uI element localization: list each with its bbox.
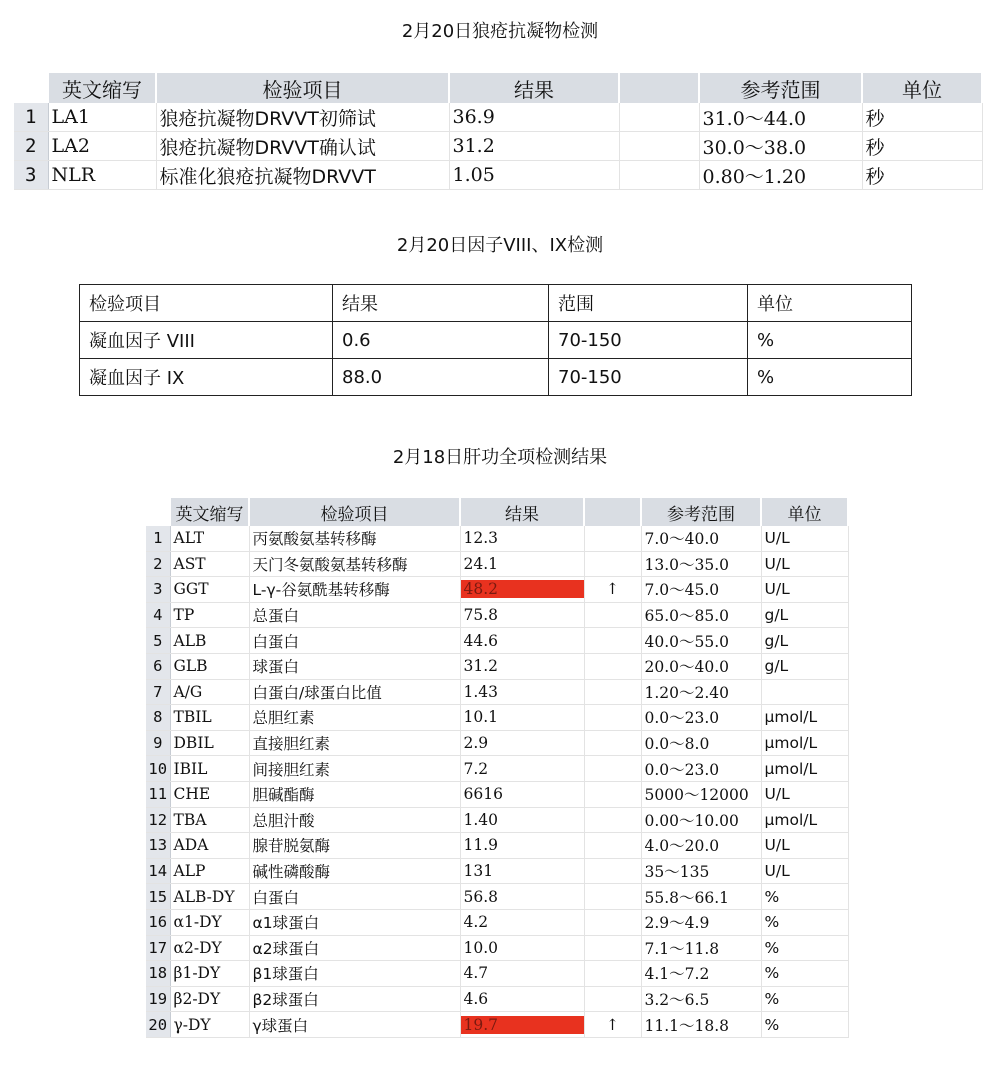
cell-flag (584, 858, 641, 884)
cell-abbr: GLB (170, 653, 249, 679)
row-number: 15 (146, 884, 170, 910)
cell-unit: U/L (761, 781, 848, 807)
cell-range: 30.0～38.0 (699, 132, 862, 161)
col-header-range: 范围 (549, 285, 748, 322)
table-row[interactable] (146, 730, 848, 756)
table-header-row (146, 498, 848, 526)
cell-result: 56.8 (460, 884, 584, 910)
row-number: 7 (146, 679, 170, 705)
row-number: 9 (146, 730, 170, 756)
cell-flag (584, 730, 641, 756)
cell-abbr: α2-DY (170, 935, 249, 961)
cell-flag (584, 986, 641, 1012)
cell-range: 35～135 (641, 858, 761, 884)
cell-unit: g/L (761, 602, 848, 628)
cell-range: 20.0～40.0 (641, 653, 761, 679)
cell-item: 标准化狼疮抗凝物DRVVT (156, 161, 449, 190)
cell-unit: U/L (761, 526, 848, 551)
cell-range: 0.0～23.0 (641, 705, 761, 731)
abnormal-result-value: 19.7 (461, 1016, 584, 1034)
row-number: 11 (146, 781, 170, 807)
row-number: 1 (146, 526, 170, 551)
col-header-unit[interactable]: 单位 (862, 73, 982, 103)
col-header-range[interactable]: 参考范围 (699, 73, 862, 103)
cell-range: 7.0～40.0 (641, 526, 761, 551)
cell-item: α1球蛋白 (249, 909, 460, 935)
cell-item: 总蛋白 (249, 602, 460, 628)
table-row[interactable] (146, 1012, 848, 1038)
row-number-header (146, 498, 170, 526)
row-number: 3 (146, 577, 170, 603)
cell-abbr: A/G (170, 679, 249, 705)
cell-unit: U/L (761, 858, 848, 884)
row-number: 16 (146, 909, 170, 935)
row-number: 2 (14, 132, 48, 161)
table-row[interactable] (146, 961, 848, 987)
cell-result: 10.0 (460, 935, 584, 961)
table-row[interactable] (14, 161, 982, 190)
table-row[interactable] (146, 602, 848, 628)
cell-item: 狼疮抗凝物DRVVT初筛试 (156, 103, 449, 132)
cell-item: γ球蛋白 (249, 1012, 460, 1038)
cell-item: 直接胆红素 (249, 730, 460, 756)
cell-flag (584, 909, 641, 935)
table-row[interactable] (146, 909, 848, 935)
cell-unit: % (761, 961, 848, 987)
abnormal-result-value: 48.2 (461, 580, 584, 598)
cell-result: 131 (460, 858, 584, 884)
row-number: 17 (146, 935, 170, 961)
cell-unit: μmol/L (761, 807, 848, 833)
cell-abbr: DBIL (170, 730, 249, 756)
cell-flag (584, 551, 641, 577)
row-number: 18 (146, 961, 170, 987)
cell-abbr: α1-DY (170, 909, 249, 935)
cell-item: 总胆汁酸 (249, 807, 460, 833)
cell-abbr: ALT (170, 526, 249, 551)
cell-abbr: LA2 (48, 132, 156, 161)
section1-title: 2月20日狼疮抗凝物检测 (401, 21, 599, 42)
cell-result: 0.6 (333, 322, 549, 359)
table-row[interactable] (146, 756, 848, 782)
cell-unit: % (761, 1012, 848, 1038)
cell-flag (584, 884, 641, 910)
cell-result (460, 577, 584, 603)
table-row[interactable] (146, 653, 848, 679)
cell-unit: μmol/L (761, 756, 848, 782)
col-header-flag[interactable] (619, 73, 699, 103)
cell-item: 球蛋白 (249, 653, 460, 679)
cell-item: 狼疮抗凝物DRVVT确认试 (156, 132, 449, 161)
cell-abbr: ADA (170, 833, 249, 859)
cell-range: 7.1～11.8 (641, 935, 761, 961)
cell-range: 70-150 (549, 359, 748, 396)
col-header-item[interactable]: 检验项目 (156, 73, 449, 103)
row-number: 12 (146, 807, 170, 833)
cell-abbr: AST (170, 551, 249, 577)
cell-flag (584, 935, 641, 961)
cell-range: 70-150 (549, 322, 748, 359)
cell-flag (584, 833, 641, 859)
cell-range: 4.0～20.0 (641, 833, 761, 859)
cell-range: 0.0～23.0 (641, 756, 761, 782)
cell-item: 总胆红素 (249, 705, 460, 731)
row-number: 6 (146, 653, 170, 679)
cell-item: 碱性磷酸酶 (249, 858, 460, 884)
cell-range: 1.20～2.40 (641, 679, 761, 705)
cell-item: 间接胆红素 (249, 756, 460, 782)
table-row (80, 359, 912, 396)
cell-item: 白蛋白 (249, 628, 460, 654)
lupus-table-body (14, 103, 982, 190)
cell-abbr: TP (170, 602, 249, 628)
row-number: 14 (146, 858, 170, 884)
cell-result: 88.0 (333, 359, 549, 396)
cell-item: 白蛋白 (249, 884, 460, 910)
cell-abbr: GGT (170, 577, 249, 603)
row-number: 10 (146, 756, 170, 782)
col-header-unit: 单位 (748, 285, 912, 322)
cell-item: β2球蛋白 (249, 986, 460, 1012)
cell-unit: μmol/L (761, 705, 848, 731)
cell-result: 4.2 (460, 909, 584, 935)
section2-title: 2月20日因子VIII、IX检测 (396, 235, 604, 256)
col-header-abbr[interactable]: 英文缩写 (48, 73, 156, 103)
cell-abbr: β1-DY (170, 961, 249, 987)
table-row[interactable] (146, 526, 848, 551)
cell-result: 2.9 (460, 730, 584, 756)
table-row[interactable] (146, 986, 848, 1012)
table-row[interactable] (146, 807, 848, 833)
cell-result: 4.6 (460, 986, 584, 1012)
cell-result: 1.40 (460, 807, 584, 833)
cell-flag (584, 807, 641, 833)
row-number: 3 (14, 161, 48, 190)
cell-range: 4.1～7.2 (641, 961, 761, 987)
cell-result: 10.1 (460, 705, 584, 731)
cell-flag (619, 161, 699, 190)
cell-flag (619, 103, 699, 132)
col-header-unit[interactable]: 单位 (761, 498, 848, 526)
cell-range: 55.8～66.1 (641, 884, 761, 910)
cell-result: 7.2 (460, 756, 584, 782)
cell-unit: U/L (761, 577, 848, 603)
row-number: 2 (146, 551, 170, 577)
row-number: 20 (146, 1012, 170, 1038)
row-number: 1 (14, 103, 48, 132)
cell-result (460, 1012, 584, 1038)
liver-function-table (146, 498, 849, 1038)
coagulation-factor-table (79, 284, 912, 396)
cell-unit: g/L (761, 628, 848, 654)
cell-flag (619, 132, 699, 161)
cell-result: 36.9 (449, 103, 619, 132)
table-row (80, 322, 912, 359)
cell-range: 0.0～8.0 (641, 730, 761, 756)
cell-flag (584, 628, 641, 654)
cell-unit: % (761, 884, 848, 910)
cell-flag: ↑ (584, 577, 641, 603)
table-row[interactable] (146, 935, 848, 961)
cell-item: 丙氨酸氨基转移酶 (249, 526, 460, 551)
cell-unit: μmol/L (761, 730, 848, 756)
row-number: 13 (146, 833, 170, 859)
cell-abbr: ALB (170, 628, 249, 654)
cell-unit: 秒 (862, 161, 982, 190)
cell-item: L-γ-谷氨酰基转移酶 (249, 577, 460, 603)
row-number: 19 (146, 986, 170, 1012)
cell-abbr: ALP (170, 858, 249, 884)
table-row[interactable] (146, 781, 848, 807)
cell-abbr: TBA (170, 807, 249, 833)
cell-item: 白蛋白/球蛋白比值 (249, 679, 460, 705)
cell-result: 1.05 (449, 161, 619, 190)
cell-range: 5000～12000 (641, 781, 761, 807)
cell-result: 24.1 (460, 551, 584, 577)
cell-unit: 秒 (862, 132, 982, 161)
cell-result: 75.8 (460, 602, 584, 628)
cell-abbr: γ-DY (170, 1012, 249, 1038)
cell-result: 1.43 (460, 679, 584, 705)
cell-unit (761, 679, 848, 705)
cell-range: 2.9～4.9 (641, 909, 761, 935)
cell-unit: % (748, 359, 912, 396)
col-header-result: 结果 (333, 285, 549, 322)
col-header-flag[interactable] (584, 498, 641, 526)
cell-abbr: β2-DY (170, 986, 249, 1012)
liver-table-body (146, 526, 848, 1037)
cell-unit: % (748, 322, 912, 359)
table-row[interactable] (146, 628, 848, 654)
cell-range: 13.0～35.0 (641, 551, 761, 577)
cell-range: 11.1～18.8 (641, 1012, 761, 1038)
cell-item: 天门冬氨酸氨基转移酶 (249, 551, 460, 577)
cell-abbr: ALB-DY (170, 884, 249, 910)
cell-unit: % (761, 935, 848, 961)
cell-unit: % (761, 909, 848, 935)
row-number: 8 (146, 705, 170, 731)
cell-flag (584, 653, 641, 679)
row-number: 5 (146, 628, 170, 654)
table-row[interactable] (146, 705, 848, 731)
col-header-result[interactable]: 结果 (460, 498, 584, 526)
cell-result: 6616 (460, 781, 584, 807)
table-row[interactable] (146, 858, 848, 884)
cell-range: 0.00～10.00 (641, 807, 761, 833)
table-row[interactable] (146, 884, 848, 910)
cell-range: 40.0～55.0 (641, 628, 761, 654)
row-number-header (14, 73, 48, 103)
cell-range: 31.0～44.0 (699, 103, 862, 132)
cell-abbr: NLR (48, 161, 156, 190)
cell-abbr: TBIL (170, 705, 249, 731)
cell-flag: ↑ (584, 1012, 641, 1038)
cell-flag (584, 705, 641, 731)
table-row[interactable] (146, 577, 848, 603)
cell-flag (584, 781, 641, 807)
cell-result: 11.9 (460, 833, 584, 859)
col-header-result[interactable]: 结果 (449, 73, 619, 103)
cell-flag (584, 526, 641, 551)
cell-result: 31.2 (460, 653, 584, 679)
lupus-anticoagulant-table (14, 73, 983, 190)
cell-result: 31.2 (449, 132, 619, 161)
cell-item: 凝血因子 VIII (80, 322, 333, 359)
table-row[interactable] (14, 132, 982, 161)
cell-item: 腺苷脱氨酶 (249, 833, 460, 859)
cell-flag (584, 679, 641, 705)
col-header-item[interactable]: 检验项目 (249, 498, 460, 526)
cell-unit: g/L (761, 653, 848, 679)
col-header-item: 检验项目 (80, 285, 333, 322)
cell-flag (584, 602, 641, 628)
cell-flag (584, 756, 641, 782)
table-row[interactable] (146, 679, 848, 705)
cell-range: 7.0～45.0 (641, 577, 761, 603)
cell-result: 12.3 (460, 526, 584, 551)
cell-item: α2球蛋白 (249, 935, 460, 961)
cell-abbr: CHE (170, 781, 249, 807)
cell-result: 4.7 (460, 961, 584, 987)
table-row[interactable] (14, 103, 982, 132)
col-header-range[interactable]: 参考范围 (641, 498, 761, 526)
row-number: 4 (146, 602, 170, 628)
cell-flag (584, 961, 641, 987)
section3-title: 2月18日肝功全项检测结果 (392, 447, 608, 468)
col-header-abbr[interactable]: 英文缩写 (170, 498, 249, 526)
table-header-row (80, 285, 912, 322)
cell-abbr: LA1 (48, 103, 156, 132)
cell-item: 凝血因子 IX (80, 359, 333, 396)
cell-item: β1球蛋白 (249, 961, 460, 987)
cell-item: 胆碱酯酶 (249, 781, 460, 807)
cell-range: 0.80～1.20 (699, 161, 862, 190)
table-header-row (14, 73, 982, 103)
cell-unit: % (761, 986, 848, 1012)
cell-unit: 秒 (862, 103, 982, 132)
cell-range: 3.2～6.5 (641, 986, 761, 1012)
cell-range: 65.0～85.0 (641, 602, 761, 628)
table-row[interactable] (146, 551, 848, 577)
cell-unit: U/L (761, 833, 848, 859)
cell-unit: U/L (761, 551, 848, 577)
table-row[interactable] (146, 833, 848, 859)
cell-result: 44.6 (460, 628, 584, 654)
cell-abbr: IBIL (170, 756, 249, 782)
